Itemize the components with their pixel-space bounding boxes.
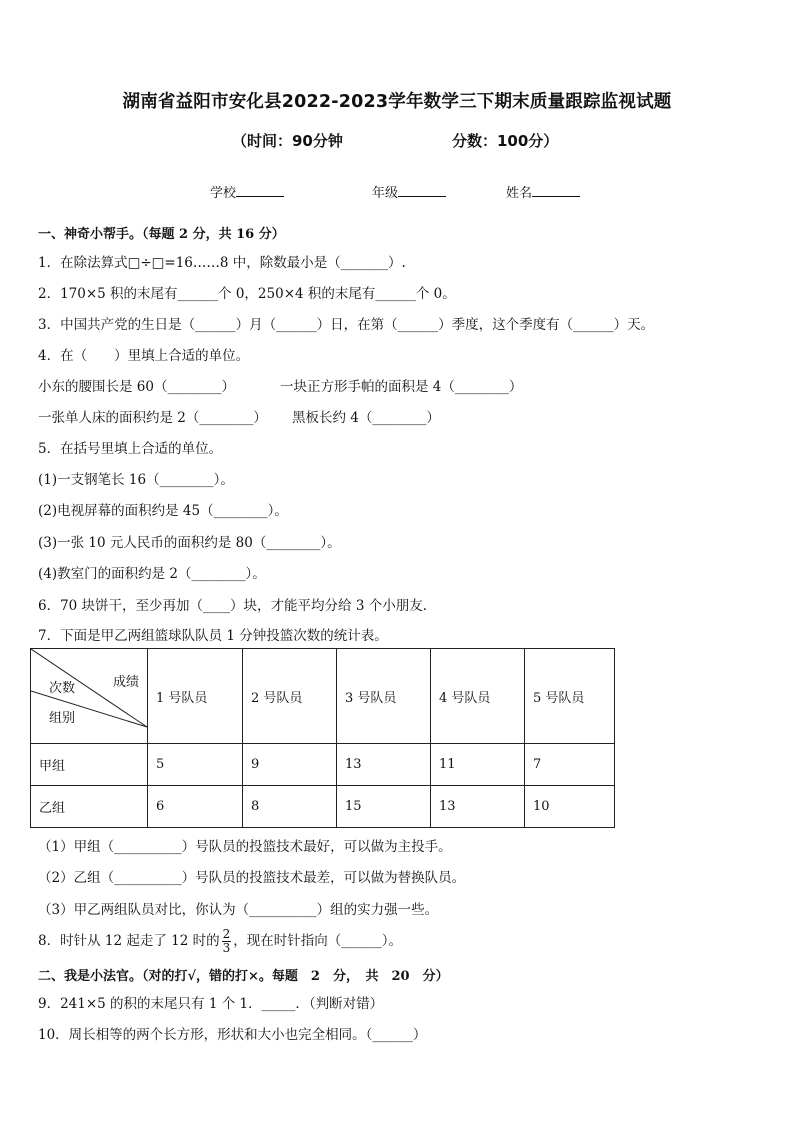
section1-heading: 一、神奇小帮手。（每题 2 分，共 16 分） [38,227,285,242]
fraction-two-thirds [222,928,232,955]
table-cell: 11 [431,744,525,786]
grade-label: 年级 [372,186,399,201]
corner-diagonal-lines [31,649,147,743]
table-row [31,744,615,786]
table-corner-cell [31,649,148,744]
question-7: 7．下面是甲乙两组篮球队队员 1 分钟投篮次数的统计表。 [38,628,388,644]
school-blank[interactable] [236,184,284,197]
table-cell: 13 [337,744,431,786]
corner-group-label: 组别 [49,711,76,726]
table-row [31,786,615,828]
name-blank[interactable] [532,184,580,197]
table-cell: 9 [243,744,337,786]
grade-blank[interactable] [398,184,446,197]
table-col-header: 1 号队员 [148,649,243,744]
exam-time: （时间：90分钟 [232,132,343,150]
question-8-prefix: 8．时针从 12 起走了 12 时的 [38,933,220,949]
table-cell: 5 [148,744,243,786]
table-row-group: 乙组 [31,786,148,828]
question-4a: 小东的腰围长是 60（________） [38,379,235,395]
question-4c: 一张单人床的面积约是 2（________） [38,410,267,426]
table-cell: 10 [525,786,615,828]
question-5a: (1)一支钢笔长 16（________）。 [38,472,234,488]
question-5b: (2)电视屏幕的面积约是 45（________）。 [38,503,288,519]
question-8-suffix: ，现在时针指向（______）。 [233,933,403,949]
table-col-header: 5 号队员 [525,649,615,744]
table-cell: 8 [243,786,337,828]
section2-heading: 二、我是小法官。（对的打√，错的打×。每题 2 分， 共 20 分） [38,969,449,984]
table-row-group: 甲组 [31,744,148,786]
question-6: 6．70 块饼干，至少再加（____）块，才能平均分给 3 个小朋友. [38,598,428,614]
exam-score: 分数：100分） [452,132,559,150]
school-label: 学校 [210,186,237,201]
question-5d: (4)教室门的面积约是 2（________）。 [38,566,266,582]
fraction-numerator: 2 [222,927,231,941]
question-4: 4．在（ ）里填上合适的单位。 [38,348,250,364]
table-cell: 6 [148,786,243,828]
table-col-header: 3 号队员 [337,649,431,744]
table-cell: 13 [431,786,525,828]
question-7-1: （1）甲组（__________）号队员的投篮技术最好，可以做为主投手。 [38,839,452,855]
name-label: 姓名 [506,186,533,201]
question-5c: (3)一张 10 元人民币的面积约是 80（________）。 [38,535,341,551]
fraction-denominator: 3 [222,941,231,955]
question-8 [38,928,402,955]
question-4b: 一块正方形手帕的面积是 4（________） [280,379,523,395]
question-4d: 黑板长约 4（________） [292,410,440,426]
table-cell: 15 [337,786,431,828]
exam-title: 湖南省益阳市安化县2022-2023学年数学三下期末质量跟踪监视试题 [122,92,672,112]
corner-score-label: 成绩 [113,675,140,690]
table-col-header: 2 号队员 [243,649,337,744]
question-3: 3．中国共产党的生日是（______）月（______）日，在第（______）季度，这个季度有（______）天。 [38,317,655,333]
grade-field [372,182,446,201]
corner-count-label: 次数 [49,681,76,696]
question-5: 5．在括号里填上合适的单位。 [38,441,223,457]
question-1: 1．在除法算式□÷□=16……8 中，除数最小是（_______）. [38,255,406,271]
name-field [506,182,580,201]
stats-table [30,648,615,828]
question-7-3: （3）甲乙两组队员对比，你认为（__________）组的实力强一些。 [38,902,439,918]
table-col-header: 4 号队员 [431,649,525,744]
school-field [210,182,284,201]
question-9: 9．241×5 的积的末尾只有 1 个 1．_____．（判断对错） [38,996,384,1012]
table-header-row [31,649,615,744]
question-2: 2．170×5 积的末尾有______个 0，250×4 积的末尾有______个 0。 [38,286,456,302]
question-7-2: （2）乙组（__________）号队员的投篮技术最差，可以做为替换队员。 [38,870,466,886]
question-10: 10．周长相等的两个长方形，形状和大小也完全相同。（______） [38,1027,427,1043]
table-cell: 7 [525,744,615,786]
